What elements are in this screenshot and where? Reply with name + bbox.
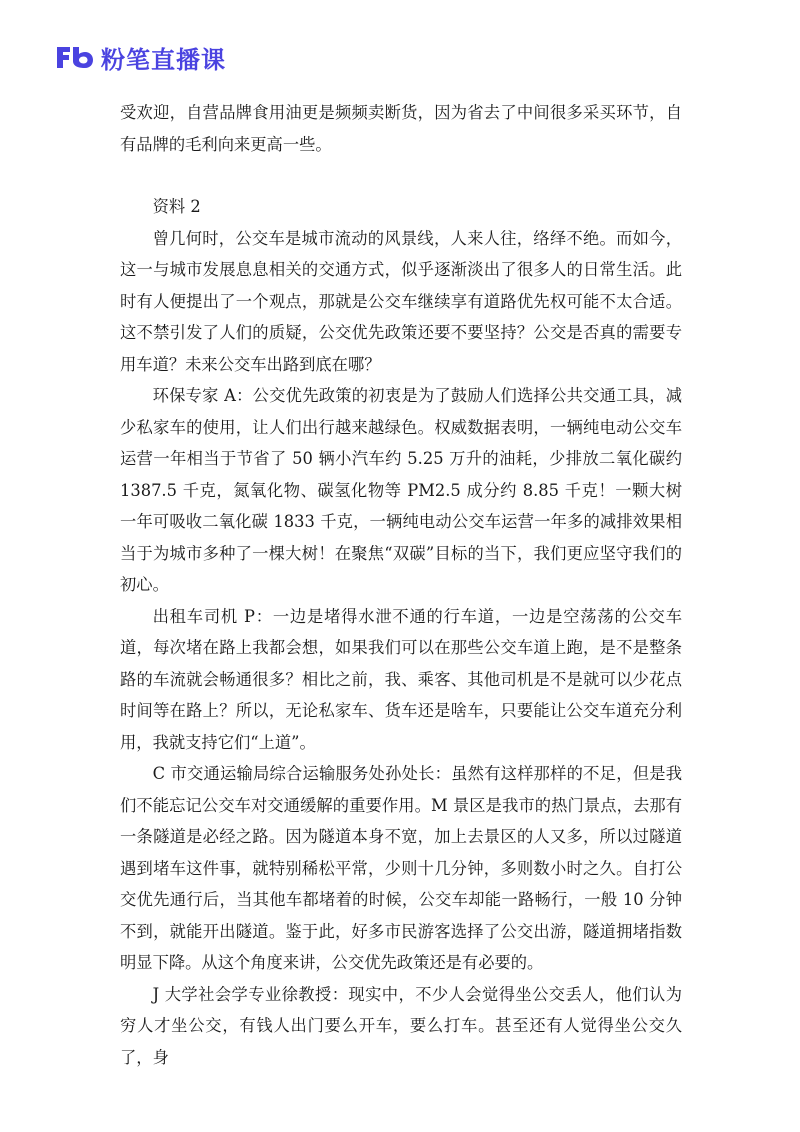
document-body bbox=[120, 97, 682, 1073]
paragraph-official-sun: C 市交通运输局综合运输服务处孙处长：虽然有这样那样的不足，但是我们不能忘记公交车对交通缓解的重要作用。M 景区是我市的热门景点，去那有一条隧道是必经之路。因为隧道本身不宽，加上去景区的人又多，所以过隧道遇到堵车这件事，就特别稀松平常，少则十几分钟，多则数小时之久。自打公交优先通行后，当其他车都堵着的时候，公交车却能一路畅行，一般 10 分钟不到，就能开出隧道。鉴于此，好多市民游客选择了公交出游，隧道拥堵指数明显下降。从这个角度来讲，公交优先政策还是有必要的。 bbox=[120, 764, 682, 972]
paragraph-intro: 曾几何时，公交车是城市流动的风景线，人来人往，络绎不绝。而如今，这一与城市发展息息相关的交通方式，似乎逐渐淡出了很多人的日常生活。此时有人便提出了一个观点，那就是公交车继续享有道路优先权可能不太合适。这不禁引发了人们的质疑，公交优先政策还要不要坚持？公交是否真的需要专用车道？未来公交车出路到底在哪？ bbox=[120, 228, 682, 374]
paragraph-continuation: 受欢迎，自营品牌食用油更是频频卖断货，因为省去了中间很多采买环节，自有品牌的毛利向来更高一些。 bbox=[120, 103, 682, 154]
paragraph-taxi-driver-p: 出租车司机 P：一边是堵得水泄不通的行车道，一边是空荡荡的公交车道，每次堵在路上我都会想，如果我们可以在那些公交车道上跑，是不是整条路的车流就会畅通很多？相比之前，我、乘客、其他司机是不是就可以少花点时间等在路上？所以，无论私家车、货车还是啥车，只要能让公交车道充分利用，我就支持它们“上道”。 bbox=[120, 606, 682, 752]
paragraph-professor-xu: J 大学社会学专业徐教授：现实中，不少人会觉得坐公交丢人，他们认为穷人才坐公交，有钱人出门要么开车，要么打车。甚至还有人觉得坐公交久了，身 bbox=[120, 984, 682, 1067]
fenbi-logo-icon bbox=[55, 44, 95, 70]
brand-name: 粉笔直播课 bbox=[101, 45, 226, 74]
brand-header bbox=[55, 40, 226, 74]
paragraph-expert-a: 环保专家 A：公交优先政策的初衷是为了鼓励人们选择公共交通工具，减少私家车的使用，让人们出行越来越绿色。权威数据表明，一辆纯电动公交车运营一年相当于节省了 50 辆小汽车约 5.25 万升的油耗，少排放二氧化碳约 1387.5 千克，氮氧化物、碳氢化物等 PM2.5 成分约 8.85 千克！一颗大树一年可吸收二氧化碳 1833 千克，一辆纯电动公交车运营一年多的减排效果相当于为城市多种了一棵大树！在聚焦“双碳”目标的当下，我们更应坚守我们的初心。 bbox=[120, 386, 682, 594]
section-heading: 资料 2 bbox=[152, 197, 201, 216]
